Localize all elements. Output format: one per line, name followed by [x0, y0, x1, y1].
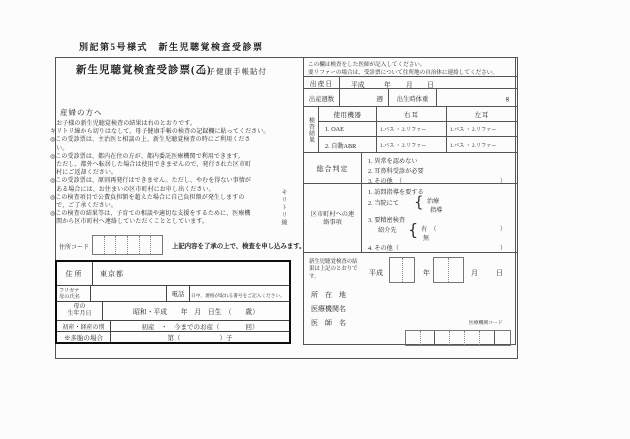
address-label: 住所: [65, 269, 84, 278]
notice-line: 関から区市町村へ連絡していただくこととしています。: [50, 219, 209, 226]
mother-birth-field: 昭和・平成 年 月 日生 （ 歳）: [102, 302, 289, 320]
option2-choice-treatment: 治療: [427, 198, 440, 205]
institution-name-label: 医療機関名: [311, 305, 346, 313]
multiple-birth-field: 第（ ）子: [110, 332, 289, 342]
mother-name-label: [57, 286, 90, 301]
year-box-cell: [390, 258, 402, 282]
day-unit: 日: [427, 82, 434, 89]
mother-birth-label-line1: 母の: [73, 304, 86, 310]
weeks-label: 出産週数: [304, 89, 340, 107]
judgment-section: [304, 153, 517, 184]
judgment-option1: 1. 異常を認めない: [368, 157, 418, 165]
notice-line: で、ご了承ください。: [50, 203, 117, 210]
code-cell: [464, 331, 479, 345]
address-code-cell: [127, 236, 139, 254]
furigana-label: フリガナ: [59, 287, 80, 294]
cert-year-box: [389, 257, 415, 283]
institution-address-label: 所 在 地: [311, 291, 346, 299]
year-box-cell: [402, 258, 415, 282]
oae-left-ear-options: 1.パス ・ 2.リファー: [446, 122, 517, 137]
address-code-cell: [93, 236, 104, 254]
institution-code-boxes: [405, 330, 511, 346]
notice-line: ある場合には、お住まいの区市町村にお申し出ください。: [50, 186, 215, 193]
municipality-option4-close-paren: ）: [500, 244, 507, 252]
judgment-label: 総合判定: [304, 153, 362, 184]
abr-right-ear-options: 1.パス ・ 2.リファー: [376, 137, 446, 153]
option2-choice-guidance: 指導: [430, 207, 443, 214]
code-cell: [406, 331, 420, 345]
instruction-line2: 要リファーの場合は、受診票について住所地の自治体に連絡してください。: [308, 69, 498, 76]
notice-line: ◎この検査の結果等は、子育ての相談や適切な支援をするために、医療機: [50, 211, 251, 218]
address-code-cell: [115, 236, 127, 254]
code-cell: [434, 331, 449, 345]
mother-name-field: [90, 286, 166, 301]
oae-device-label: 1. OAE: [319, 122, 376, 137]
municipality-option4: 4. その他（: [368, 244, 399, 252]
cut-line-label: キリトリ線: [280, 189, 286, 227]
mother-birth-label: [57, 302, 102, 320]
device-header: 使用機器: [319, 107, 376, 122]
municipality-section: [304, 184, 517, 253]
form-title: 新生児聴覚検査受診票(乙): [76, 65, 212, 76]
weight-value-field: g: [505, 94, 509, 102]
notice-line: ◎この受診票は、原則再発行はできません。ただし、やむを得ない事情が: [50, 178, 251, 185]
table-row-multiple-birth: [57, 331, 289, 342]
doctor-instructions: [304, 58, 517, 77]
month-box-cell: [434, 258, 448, 282]
statement-line1: 新生児聴覚検査の結: [309, 259, 358, 265]
table-row-mother-name: [57, 285, 289, 301]
mother-name-label-text: 母の氏名: [59, 293, 80, 300]
notice-line: ◎この検査項目で公費負担額を超えた場合に自己負担額が発生しますの: [50, 194, 245, 201]
weeks-value-field: 週: [340, 89, 389, 107]
notice-paragraph: [50, 120, 272, 227]
cert-day-unit: 日: [496, 269, 503, 277]
municipality-option3: 3. 要精密検査: [368, 216, 406, 224]
cert-month-unit: 月: [471, 269, 478, 277]
delivery-date-label: 出産日: [304, 77, 340, 89]
notice-line: ただし、都外へ転居した場合は使用できませんので、発行された区市町: [50, 162, 252, 169]
year-unit: 年: [384, 82, 391, 89]
multiple-birth-label: ※多胎の場合: [64, 334, 103, 342]
institution-code-label: 医療機関コード: [469, 321, 503, 326]
abr-device-label: 2. 自動ABR: [325, 142, 357, 150]
referral-brace: {: [408, 220, 419, 239]
code-cell: [449, 331, 464, 345]
doctor-name-label: 医 師 名: [311, 319, 346, 327]
municipality-option1: 1. 訪問指導を要する: [368, 189, 424, 196]
cert-month-box: [433, 257, 464, 283]
referral-yes: 有 （: [421, 225, 437, 233]
oae-right-ear-options: 1.パス ・ 2.リファー: [376, 122, 446, 137]
delivery-date-row: [304, 77, 517, 89]
applicant-table: [55, 260, 291, 344]
delivery-weeks-row: [304, 89, 517, 107]
month-unit: 月: [406, 82, 413, 89]
attach-note: 母子健康手帳貼付: [199, 67, 267, 76]
address-code-box: [92, 235, 163, 255]
certification-statement: [309, 259, 358, 281]
left-ear-header: 左耳: [446, 107, 517, 122]
judgment-option3: 3. その他 （: [368, 177, 403, 185]
certification-section: [304, 253, 517, 346]
notice-line: 村にご返却ください。: [50, 170, 118, 177]
referral-label: 紹介先: [378, 226, 397, 234]
doctor-panel: [303, 57, 516, 345]
address-code-label: 住所コード: [59, 245, 90, 251]
month-box-cell: [448, 258, 463, 282]
instruction-line1: この欄は検査をした医師が記入してください。: [308, 62, 426, 68]
parity-label: 初産・経産の別: [62, 324, 105, 331]
municipality-label-line2: 絡事項: [323, 218, 342, 226]
municipality-label-line1: 区市町村への連: [310, 210, 355, 218]
notice-line: ◎この受診票は、主治医と相談の上、新生児聴覚検査の時にご利用くださ: [50, 137, 251, 144]
phone-note: 日中、連絡が取れる番号をご記入ください。: [189, 286, 289, 301]
notice-line: キリトリ線から切りはなして、母子健康手帳の検査の記録欄に貼ってください。: [50, 129, 270, 136]
phone-label: 電話: [166, 286, 189, 301]
mother-birth-label-line2: 生年月日: [67, 311, 92, 317]
notice-line: ◎この受診票は、都内在住の方が、都内委託医療機関で利用できます。: [50, 153, 244, 160]
parity-field: 初産 ・ 今までのお産（ 回）: [110, 321, 289, 331]
referral-yes-close-paren: ）: [500, 225, 507, 233]
notice-line: い。: [50, 145, 69, 152]
abr-left-ear-options: 1.パス ・ 2.リファー: [446, 137, 517, 153]
results-side-label: 検査結果: [304, 107, 319, 153]
page-title: 別記第5号様式 新生児聴覚検査受診票: [79, 42, 264, 52]
cert-era-label: 平成: [369, 269, 383, 277]
code-cell: [479, 331, 494, 345]
statement-line2: 果は上記のとおりで: [309, 266, 358, 273]
table-row-address: [57, 262, 289, 285]
option2-brace: {: [414, 193, 424, 211]
right-ear-header: 右耳: [376, 107, 446, 122]
weight-label: 出生時体重: [389, 89, 437, 107]
code-cell: [420, 331, 434, 345]
results-table: [304, 107, 517, 153]
statement-line3: す。: [309, 273, 320, 280]
table-row-parity: [57, 320, 289, 331]
address-code-cell: [104, 236, 116, 254]
municipality-label: [304, 184, 362, 253]
address-value-field: 東京都: [92, 262, 289, 285]
salutation: 産婦の方へ: [60, 108, 103, 117]
cert-year-unit: 年: [423, 269, 430, 277]
judgment-option3-close-paren: ）: [500, 177, 507, 185]
municipality-option2: 2. 当院にて: [368, 199, 399, 207]
address-code-cell: [139, 236, 151, 254]
judgment-option2: 2. 耳鼻科受診が必要: [368, 167, 424, 175]
table-row-mother-birth: [57, 301, 289, 320]
code-cell: [494, 331, 510, 345]
referral-no: 無: [423, 235, 430, 242]
notice-line: お子様の新生児聴覚検査の結果は右のとおりです。: [50, 121, 196, 127]
era-label: 平成: [351, 82, 365, 89]
agreement-text: 上記内容を了承の上で、検査を申し込みます。: [172, 243, 306, 250]
address-code-cell: [150, 236, 162, 254]
